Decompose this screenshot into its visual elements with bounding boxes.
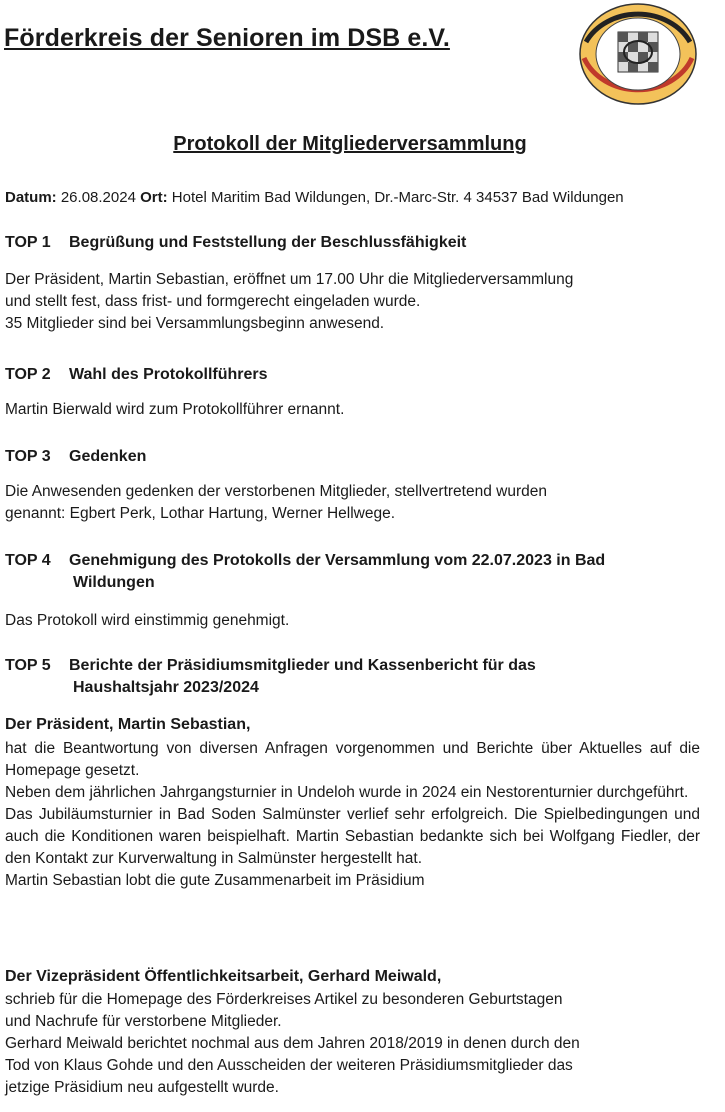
president-heading: Der Präsident, Martin Sebastian, — [5, 716, 251, 733]
top1-line: 35 Mitglieder sind bei Versammlungsbeginn anwesend. — [5, 315, 385, 332]
top4-text: Das Protokoll wird einstimmig genehmigt. — [5, 612, 290, 629]
president-report — [5, 738, 700, 892]
top5-heading — [5, 655, 717, 699]
vice-president-report — [5, 989, 717, 1099]
top2-title: Wahl des Protokollführers — [69, 366, 268, 383]
report-paragraph: Neben dem jährlichen Jahrgangsturnier in Undeloh wurde in 2024 ein Nestorenturnier durchgeführt. — [5, 784, 689, 801]
top3-heading — [5, 446, 717, 468]
top3-number: TOP 3 — [5, 448, 51, 465]
meeting-place: Hotel Maritim Bad Wildungen, Dr.-Marc-Str. 4 34537 Bad Wildungen — [171, 189, 624, 206]
top3-line: genannt: Egbert Perk, Lothar Hartung, Werner Hellwege. — [5, 505, 396, 522]
report-line: schrieb für die Homepage des Förderkreises Artikel zu besonderen Geburtstagen — [5, 991, 563, 1008]
top1-number: TOP 1 — [5, 234, 51, 251]
top1-line: und stellt fest, dass frist- und formgerecht eingeladen wurde. — [5, 293, 421, 310]
top2-heading — [5, 364, 717, 386]
report-line: und Nachrufe für verstorbene Mitglieder. — [5, 1013, 282, 1030]
report-line: Tod von Klaus Gohde und den Ausscheiden der weiteren Präsidiumsmitglieder das — [5, 1057, 573, 1074]
meeting-meta — [5, 189, 717, 206]
report-paragraph: Das Jubiläumsturnier in Bad Soden Salmünster verlief sehr erfolgreich. Die Spielbedingungen und auch die Konditionen waren beispielhaft. Martin Sebastian bedankte sich bei Wolfgang Fiedler, der den Kontakt zur Kurverwaltung in Salmünster hergestellt hat. — [5, 806, 700, 867]
date-label: Datum: — [5, 189, 57, 206]
document-title: Protokoll der Mitgliederversammlung — [173, 133, 527, 155]
top3-line: Die Anwesenden gedenken der verstorbenen Mitglieder, stellvertretend wurden — [5, 483, 547, 500]
top1-heading — [5, 232, 717, 254]
vice-president-heading: Der Vizepräsident Öffentlichkeitsarbeit, Gerhard Meiwald, — [5, 968, 442, 985]
top1-line: Der Präsident, Martin Sebastian, eröffnet um 17.00 Uhr die Mitgliederversammlung — [5, 271, 574, 288]
place-label: Ort: — [140, 189, 168, 206]
meeting-date: 26.08.2024 — [60, 189, 136, 206]
top4-heading — [5, 550, 717, 594]
top5-number: TOP 5 — [5, 657, 51, 674]
top2-text: Martin Bierwald wird zum Protokollführer ernannt. — [5, 401, 345, 418]
report-paragraph: Martin Sebastian lobt die gute Zusammenarbeit im Präsidium — [5, 872, 425, 889]
chessboard-seal-icon — [618, 32, 658, 72]
top3-text — [5, 481, 717, 525]
top3-title: Gedenken — [69, 448, 147, 465]
top1-text — [5, 269, 717, 335]
top5-title-cont: Haushaltsjahr 2023/2024 — [73, 679, 259, 696]
report-line: Gerhard Meiwald berichtet nochmal aus dem Jahren 2018/2019 in denen durch den — [5, 1035, 580, 1052]
top1-title: Begrüßung und Feststellung der Beschlussfähigkeit — [69, 234, 467, 251]
report-paragraph: hat die Beantwortung von diversen Anfragen vorgenommen und Berichte über Aktuelles auf die Homepage gesetzt. — [5, 740, 700, 779]
top5-title: Berichte der Präsidiumsmitglieder und Kassenbericht für das — [69, 657, 536, 674]
top4-title-cont: Wildungen — [73, 574, 155, 591]
top2-number: TOP 2 — [5, 366, 51, 383]
report-line: jetzige Präsidium neu aufgestellt wurde. — [5, 1079, 279, 1096]
top4-title: Genehmigung des Protokolls der Versammlung vom 22.07.2023 in Bad — [69, 552, 606, 569]
top4-number: TOP 4 — [5, 552, 51, 569]
organization-title: Förderkreis der Senioren im DSB e.V. — [4, 24, 450, 52]
organization-logo — [578, 2, 698, 106]
